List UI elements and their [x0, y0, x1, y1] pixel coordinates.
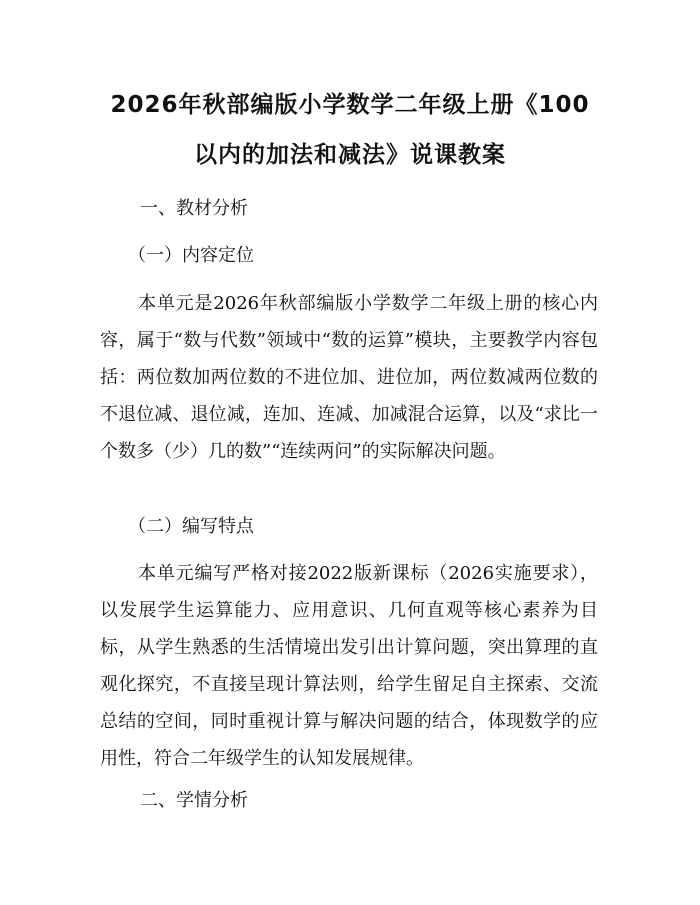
paragraph-content-positioning: 本单元是2026年秋部编版小学数学二年级上册的核心内容，属于“数与代数”领域中“数的运算”模块，主要教学内容包括：两位数加两位数的不进位加、进位加，两位数减两位数的不退位减、退位减，连加、连减、加减混合运算，以及“求比一个数多（少）几的数”“连续两问”的实际解决问题。: [100, 293, 598, 462]
subsection-heading-content-positioning: （一）内容定位: [128, 245, 254, 266]
section-heading-student-analysis: 二、学情分析: [140, 790, 248, 811]
section-heading-textbook-analysis: 一、教材分析: [140, 198, 248, 219]
subsection-heading-writing-features: （二）编写特点: [128, 516, 254, 537]
document-title-line-1: 2026年秋部编版小学数学二年级上册《100: [110, 92, 590, 118]
document-title-line-2: 以内的加法和减法》说课教案: [194, 142, 506, 168]
paragraph-writing-features: 本单元编写严格对接2022版新课标（2026实施要求），以发展学生运算能力、应用意识、几何直观等核心素养为目标，从学生熟悉的生活情境出发引出计算问题，突出算理的直观化探究，不直接呈现计算法则，给学生留足自主探索、交流总结的空间，同时重视计算与解决问题的结合，体现数学的应用性，符合二年级学生的认知发展规律。: [100, 563, 598, 769]
